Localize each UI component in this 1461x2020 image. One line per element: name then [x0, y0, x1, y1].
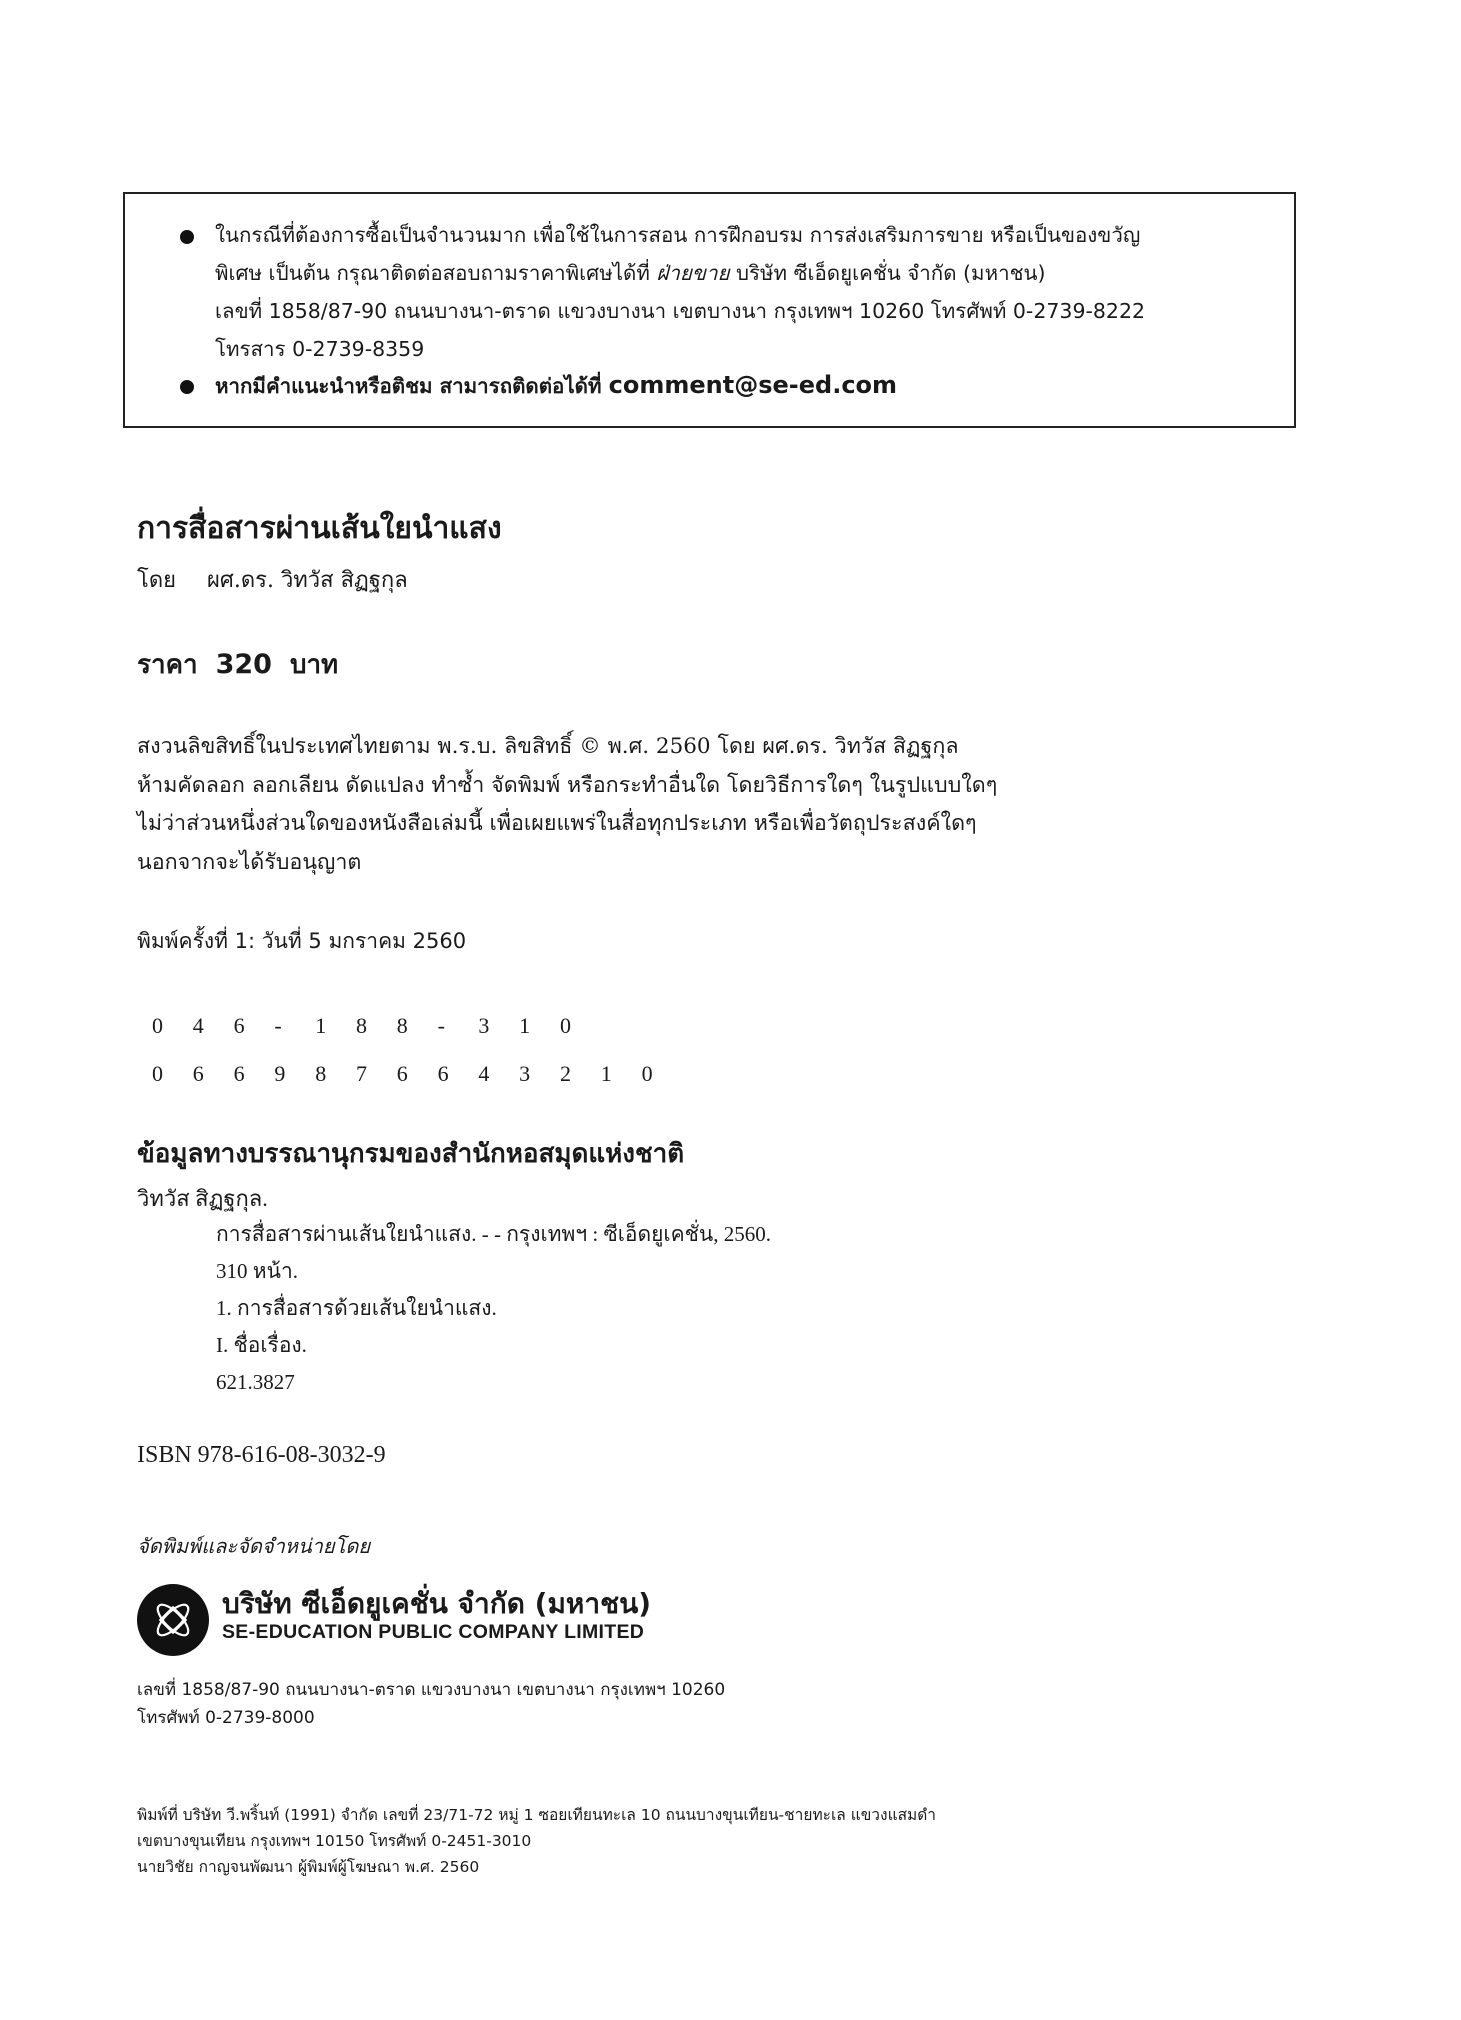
notice-address: เลขที่ 1858/87-90 ถนนบางนา-ตราด แขวงบางนา เขตบางนา กรุงเทพฯ 10260 โทรศัพท์ 0-2739-8222 — [215, 299, 1146, 323]
code-digit: 6 — [396, 1061, 408, 1086]
copyright-line: ไม่ว่าส่วนหนึ่งส่วนใดของหนังสือเล่มนี้ เพื่อเผยแพร่ในสื่อทุกประเภท หรือเพื่อวัตถุประสงค์ใดๆ — [137, 811, 977, 836]
printer-line: พิมพ์ที่ บริษัท วี.พริ้นท์ (1991) จำกัด เลขที่ 23/71-72 หมู่ 1 ซอยเทียนทะเล 10 ถนนบางขุนเทียน-ชายทะเล แขวงแสมดำ — [137, 1806, 937, 1824]
price-unit: บาท — [289, 650, 339, 680]
cip-title: ข้อมูลทางบรรณานุกรมของสำนักหอสมุดแห่งชาติ — [137, 1139, 685, 1169]
price-value: 320 — [215, 649, 272, 680]
cip-line: การสื่อสารผ่านเส้นใยนำแสง. - - กรุงเทพฯ : ซีเอ็ดยูเคชั่น, 2560. — [216, 1222, 772, 1246]
cip-line: I. ชื่อเรื่อง. — [216, 1333, 307, 1357]
company-name: บริษัท ซีเอ็ดยูเคชั่น จำกัด (มหาชน) — [736, 261, 1046, 285]
author-label: โดย — [137, 568, 176, 593]
code-digit: - — [437, 1013, 445, 1038]
notice-line — [215, 366, 1254, 405]
company-name-english: SE-EDUCATION PUBLIC COMPANY LIMITED — [222, 1621, 645, 1643]
atom-logo-icon — [137, 1584, 209, 1656]
feedback-text: หากมีคำแนะนำหรือติชม สามารถติดต่อได้ที่ — [215, 374, 602, 398]
code-digit: 6 — [233, 1013, 245, 1038]
code-digit: 4 — [192, 1013, 204, 1038]
cip-line: 621.3827 — [216, 1370, 295, 1394]
code-digit: 8 — [315, 1061, 327, 1086]
code-digit: 0 — [152, 1013, 163, 1038]
code-row-2 — [152, 1061, 682, 1087]
code-digit: 6 — [437, 1061, 449, 1086]
publisher-phone: โทรศัพท์ 0-2739-8000 — [137, 1708, 315, 1728]
code-digit: 6 — [192, 1061, 204, 1086]
printer-info — [137, 1802, 936, 1880]
notice-fax: โทรสาร 0-2739-8359 — [215, 337, 425, 361]
printer-line: นายวิชัย กาญจนพัฒนา ผู้พิมพ์ผู้โฆษณา พ.ศ. 2560 — [137, 1858, 480, 1876]
code-digit: - — [274, 1013, 282, 1038]
author-name: ผศ.ดร. วิทวัส สิฏฐกุล — [207, 568, 408, 593]
feedback-email[interactable]: comment@se-ed.com — [608, 371, 898, 399]
cip-details — [216, 1216, 771, 1401]
code-digit: 8 — [396, 1013, 408, 1038]
book-title: การสื่อสารผ่านเส้นใยนำแสง — [137, 511, 502, 546]
notice-text — [215, 216, 1254, 368]
code-digit: 8 — [355, 1013, 367, 1038]
isbn: ISBN 978-616-08-3032-9 — [137, 1442, 386, 1468]
book-price — [137, 644, 338, 685]
published-by-label: จัดพิมพ์และจัดจำหน่ายโดย — [137, 1534, 371, 1558]
sales-department: ฝ่ายขาย — [656, 261, 730, 285]
code-digit: 9 — [274, 1061, 286, 1086]
printer-line: เขตบางขุนเทียน กรุงเทพฯ 10150 โทรศัพท์ 0-2451-3010 — [137, 1832, 532, 1850]
copyright-line: ห้ามคัดลอก ลอกเลียน ดัดแปลง ทำซ้ำ จัดพิมพ์ หรือกระทำอื่นใด โดยวิธีการใดๆ ในรูปแบบใดๆ — [137, 772, 998, 798]
bullet-icon — [180, 230, 194, 244]
printing-edition: พิมพ์ครั้งที่ 1: วันที่ 5 มกราคม 2560 — [137, 929, 467, 953]
notice-text — [215, 366, 1254, 405]
code-digit: 1 — [315, 1013, 327, 1038]
code-digit: 1 — [519, 1013, 531, 1038]
code-digit: 0 — [559, 1013, 571, 1038]
code-digit: 0 — [641, 1061, 653, 1086]
code-digit: 3 — [519, 1061, 531, 1086]
code-row-1 — [152, 1013, 601, 1039]
notice-line — [215, 254, 1254, 292]
code-digit: 7 — [355, 1061, 367, 1086]
publisher-address — [137, 1676, 725, 1732]
code-digit: 2 — [559, 1061, 571, 1086]
company-name-thai: บริษัท ซีเอ็ดยูเคชั่น จำกัด (มหาชน) — [222, 1587, 652, 1620]
code-digit: 3 — [478, 1013, 490, 1038]
notice-line-text: พิเศษ เป็นต้น กรุณาติดต่อสอบถามราคาพิเศษได้ที่ — [215, 261, 650, 285]
copyright-line: นอกจากจะได้รับอนุญาต — [137, 849, 362, 875]
copyright-line: สงวนลิขสิทธิ์ในประเทศไทยตาม พ.ร.บ. ลิขสิทธิ์ © พ.ศ. 2560 โดย ผศ.ดร. วิทวัส สิฏฐกุล — [137, 734, 959, 759]
cip-author: วิทวัส สิฏฐกุล. — [137, 1186, 268, 1211]
price-label: ราคา — [137, 650, 198, 680]
notice-line: ในกรณีที่ต้องการซื้อเป็นจำนวนมาก เพื่อใช้ในการสอน การฝึกอบรม การส่งเสริมการขาย หรือเป็นของขวัญ — [215, 223, 1141, 247]
cip-line: 1. การสื่อสารด้วยเส้นใยนำแสง. — [216, 1296, 497, 1320]
copyright-notice — [137, 728, 997, 882]
book-author — [137, 562, 408, 597]
notice-box — [123, 192, 1296, 428]
code-digit: 4 — [478, 1061, 490, 1086]
cip-line: 310 หน้า. — [216, 1259, 298, 1283]
code-digit: 1 — [600, 1061, 612, 1086]
code-digit: 0 — [152, 1061, 163, 1086]
bullet-icon — [180, 380, 194, 394]
se-ed-logo-icon — [137, 1584, 209, 1656]
code-digit: 6 — [233, 1061, 245, 1086]
publisher-address-line: เลขที่ 1858/87-90 ถนนบางนา-ตราด แขวงบางนา เขตบางนา กรุงเทพฯ 10260 — [137, 1680, 726, 1700]
